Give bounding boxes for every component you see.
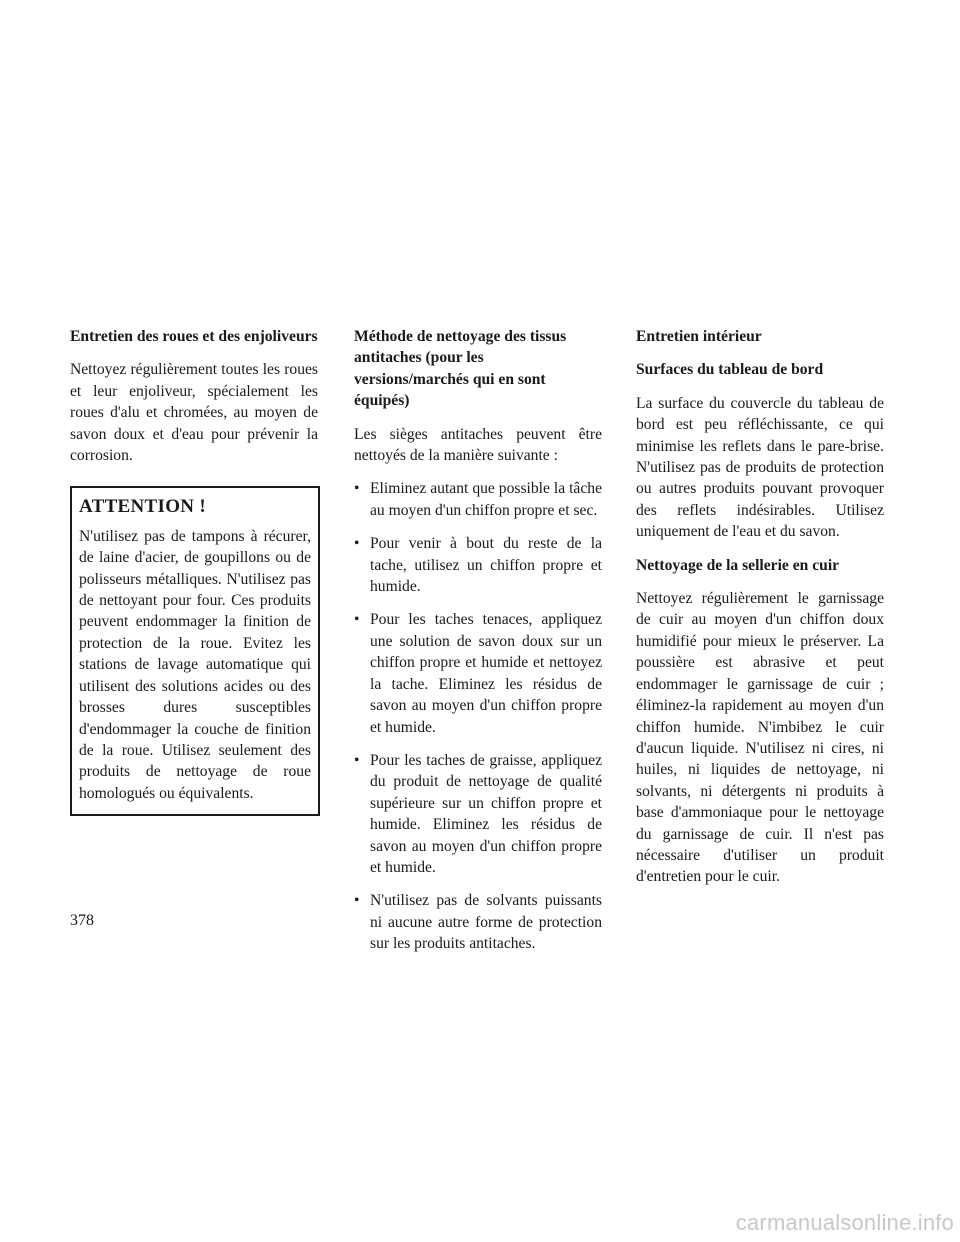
wheels-paragraph: Nettoyez régulièrement toutes les roues et leur enjoliveur, spécialement les roues d'alu et chromées, au moyen de savon doux et d'eau pour prévenir la corrosion.	[70, 361, 318, 465]
subheading-leather: Nettoyage de la sellerie en cuir	[636, 556, 840, 574]
column-left	[70, 326, 318, 816]
list-item	[354, 533, 602, 597]
bullet-icon: •	[354, 751, 360, 769]
bullet-icon: •	[354, 892, 360, 910]
section-heading-wheels: Entretien des roues et des enjoliveurs	[70, 328, 318, 345]
list-item-text: Pour les taches tenaces, appliquez une solution de savon doux sur un chiffon propre et humide et nettoyez la tache. Eliminez les résidus de savon au moyen d'un chiffon propre et humide.	[370, 611, 602, 736]
list-item	[354, 609, 602, 737]
section-heading-interior: Entretien intérieur	[636, 328, 762, 345]
list-item	[354, 750, 602, 878]
warning-title: ATTENTION !	[79, 496, 206, 518]
list-item-text: N'utilisez pas de solvants puissants ni aucune autre forme de protection sur les produits antitaches.	[370, 892, 602, 953]
warning-box	[70, 486, 320, 816]
dashboard-paragraph: La surface du couvercle du tableau de bord est peu réfléchissante, ce qui minimise les reflets dans le pare-brise. N'utilisez pas de produits de protection ou autres produits pouvant provoquer des reflets indésirables. Utilisez uniquement de l'eau et du savon.	[636, 394, 884, 541]
list-item	[354, 890, 602, 954]
list-item-text: Eliminez autant que possible la tâche au moyen d'un chiffon propre et sec.	[370, 480, 602, 519]
bullet-icon: •	[354, 480, 360, 498]
warning-body: N'utilisez pas de tampons à récurer, de laine d'acier, de goupillons ou de polisseurs métalliques. N'utilisez pas de nettoyant pour four. Ces produits peuvent endommager la finition de protection de la roue. Evitez les stations de lavage automatique qui utilisent des solutions acides ou des brosses dures susceptibles d'endommager la couche de finition de la roue. Utilisez seulement des produits de nettoyage de roue homologués ou équivalents.	[79, 527, 311, 802]
watermark: carmanualsonline.info	[735, 1210, 954, 1235]
page-number: 378	[70, 912, 94, 929]
subheading-dashboard: Surfaces du tableau de bord	[636, 361, 824, 379]
bullet-icon: •	[354, 611, 360, 629]
bullet-icon: •	[354, 535, 360, 553]
column-middle	[354, 326, 602, 967]
list-item-text: Pour les taches de graisse, appliquez du produit de nettoyage de qualité supérieure sur un chiffon propre et humide. Eliminez les résidus de savon au moyen d'un chiffon propre et humide.	[370, 751, 602, 876]
leather-paragraph: Nettoyez régulièrement le garnissage de cuir au moyen d'un chiffon doux humidifié pour mieux le préserver. La poussière est abrasive et peut endommager le garnissage de cuir ; éliminez-la rapidement au moyen d'un chiffon humide. N'imbibez le cuir d'aucun liquide. N'utilisez ni cires, ni huiles, ni liquides de nettoyage, ni solvants, ni détergents ni produits à base d'ammoniaque pour le nettoyage du garnissage de cuir. Il n'est pas nécessaire d'utiliser un produit d'entretien pour le cuir.	[636, 590, 884, 886]
fabric-bullet-list	[354, 478, 602, 954]
section-heading-fabric: Méthode de nettoyage des tissus antitaches (pour les versions/marchés qui en sont équipés)	[354, 328, 567, 410]
list-item	[354, 478, 602, 521]
column-right	[636, 326, 884, 900]
list-item-text: Pour venir à bout du reste de la tache, utilisez un chiffon propre et humide.	[370, 535, 602, 596]
fabric-intro: Les sièges antitaches peuvent être nettoyés de la manière suivante :	[354, 425, 602, 465]
